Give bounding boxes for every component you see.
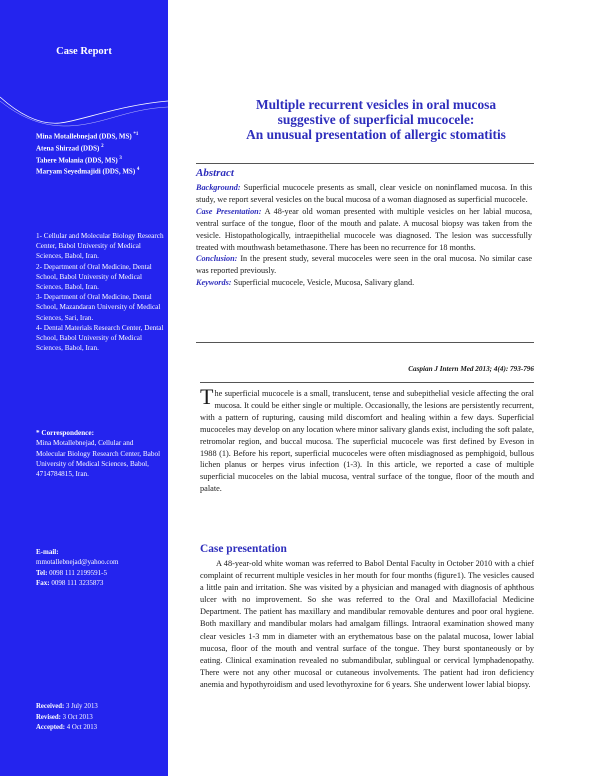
received-date: 3 July 2013: [66, 703, 98, 710]
divider: [196, 163, 534, 164]
abstract-keywords: Keywords: Superficial mucocele, Vesicle, Mucosa, Salivary gland.: [196, 278, 415, 288]
case-presentation: [200, 558, 534, 691]
correspondence-text: Mina Motallebnejad, Cellular and Molecular Biology Research Center, Babol University of Medical Sciences, Babol, 4714784815, Iran.: [36, 439, 161, 479]
contact-info: [36, 547, 164, 589]
case-heading: Case presentation: [200, 543, 287, 555]
abstract-heading: Abstract: [196, 167, 234, 179]
abstract-background: Background: Superficial mucocele presents as small, clear vesicle on noninflamed mucosa. In this study, we report several vesicles on the bucal mucosa of a woman diagnosed as superficial mucocele.: [196, 183, 533, 204]
revised-label: Revised:: [36, 713, 61, 721]
correspondence: [36, 428, 164, 479]
email-link[interactable]: mmotallebnejad@yahoo.com: [36, 558, 119, 567]
article-dates: [36, 702, 164, 734]
author: Atena Shirzad (DDS) $^2$: [36, 143, 104, 153]
introduction: [200, 384, 534, 495]
affiliation: 4- Dental Materials Research Center, Dental School, Babol University of Medical Sciences, Babol, Iran.: [36, 323, 164, 353]
divider: [196, 342, 534, 343]
sidebar: [0, 0, 168, 776]
article-type: Case Report: [56, 46, 112, 57]
author: Mina Motallebnejad (DDS, MS) $^{*1}$: [36, 132, 139, 141]
revised-date: 3 Oct 2013: [62, 713, 93, 721]
received-label: Received:: [36, 703, 65, 710]
fax-label: Fax:: [36, 579, 50, 588]
affiliation: 2- Department of Oral Medicine, Dental School, Babol University of Medical Sciences, Babol, Iran.: [36, 262, 152, 292]
abstract: [196, 182, 532, 289]
citation: Caspian J Intern Med 2013; 4(4): 793-796: [408, 365, 534, 373]
abstract-case: Case Presentation: A 48-year old woman presented with multiple vesicles on her labial mucosa, ventral surface of the tongue, floor of the mouth and palate. A mucosal biopsy was taken from the vesicle. Histopathologically, intraepithelial mucocele was diagnosed. The lesion was successfully treated with mouthwash betamethasone. There has been no recurrence for 18 months.: [196, 206, 532, 252]
author: Tahere Molania (DDS, MS) $^3$: [36, 155, 122, 164]
affiliation: 3- Department of Oral Medicine, Dental School, Mazandaran University of Medical Sciences, Sari, Iran.: [36, 293, 161, 322]
author: Maryam Seyedmajidi (DDS, MS) $^4$: [36, 167, 140, 176]
intro-text: he superficial mucocele is a small, translucent, tense and subepithelial vesicle affecting the oral mucosa. It could be either single or multiple. Occasionally, the lesions are persistently recurrent, with a pattern of rupturing, causing mild discomfort and healing within a few days. Superficial mucoceles may develop on any location where minor salivary glands exist, including the soft palate, retromolar region, and buccal mucosa. The superficial mucocele was first defined by Eveson in 1988 (1). Before his report, superficial mucoceles were often misdiagnosed as pemphigoid, bullous lichen planus or herpes virus infection (1-3). In this article, we reported a case of multiple superficial mucoceles on the labial mucosa, ventral surface of the tongue, floor of the mouth and palate.: [200, 389, 534, 494]
drop-cap: T: [200, 384, 214, 409]
divider: [200, 382, 534, 383]
affiliation: 1- Cellular and Molecular Biology Research Center, Babol University of Medical Sciences, Babol, Iran.: [36, 232, 164, 261]
case-text: A 48-year-old white woman was referred to Babol Dental Faculty in October 2010 with a chief complaint of recurrent multiple vesicles in her mouth for four months (figure1). The vesicles caused a little pain and irritation. She was visited by a physician and managed with diagnosis of aphthous ulcer with no improvement. So she was referred to the Oral and Maxillofacial Medicine Department. The patient has maxillary and mandibular removable dentures and poor oral hygiene. Both maxillary and mandibular molars had amalgam fillings. Intraoral examination showed many clear vesicles 1-3 mm in diameter with an erythematous base on the palatal mucosa, lower labial mucosa, floor of the mouth and ventral surface of the tongue. They burst spontaneously or by eating. Clinical examination revealed no submandibular, sublingual or cervical lymphadenopathy. There were not any other mucosal or cutaneous involvements. The patient had iron deficiency anemia and hypothyroidism and used levothyroxine for 6 years. She underwent lower labial biopsy.: [200, 559, 534, 689]
abstract-conclusion: Conclusion: In the present study, several mucoceles were seen in the oral mucosa. No similar case was reported previously.: [196, 254, 533, 276]
email-label: E-mail:: [36, 548, 59, 556]
decorative-wave: [0, 95, 168, 135]
fax-value: 0098 111 3235873: [51, 579, 104, 588]
article-title: Multiple recurrent vesicles in oral mucosa suggestive of superficial mucocele: An unusual presentation of allergic stomatitis: [246, 97, 506, 142]
accepted-date: 4 Oct 2013: [66, 724, 97, 731]
accepted-label: Accepted:: [36, 724, 66, 731]
tel-label: Tel:: [36, 568, 48, 577]
affiliations: [36, 231, 164, 353]
correspondence-label: * Correspondence:: [36, 429, 94, 437]
tel-value: 0098 111 2199591-5: [49, 568, 107, 577]
author-list: [36, 130, 139, 177]
